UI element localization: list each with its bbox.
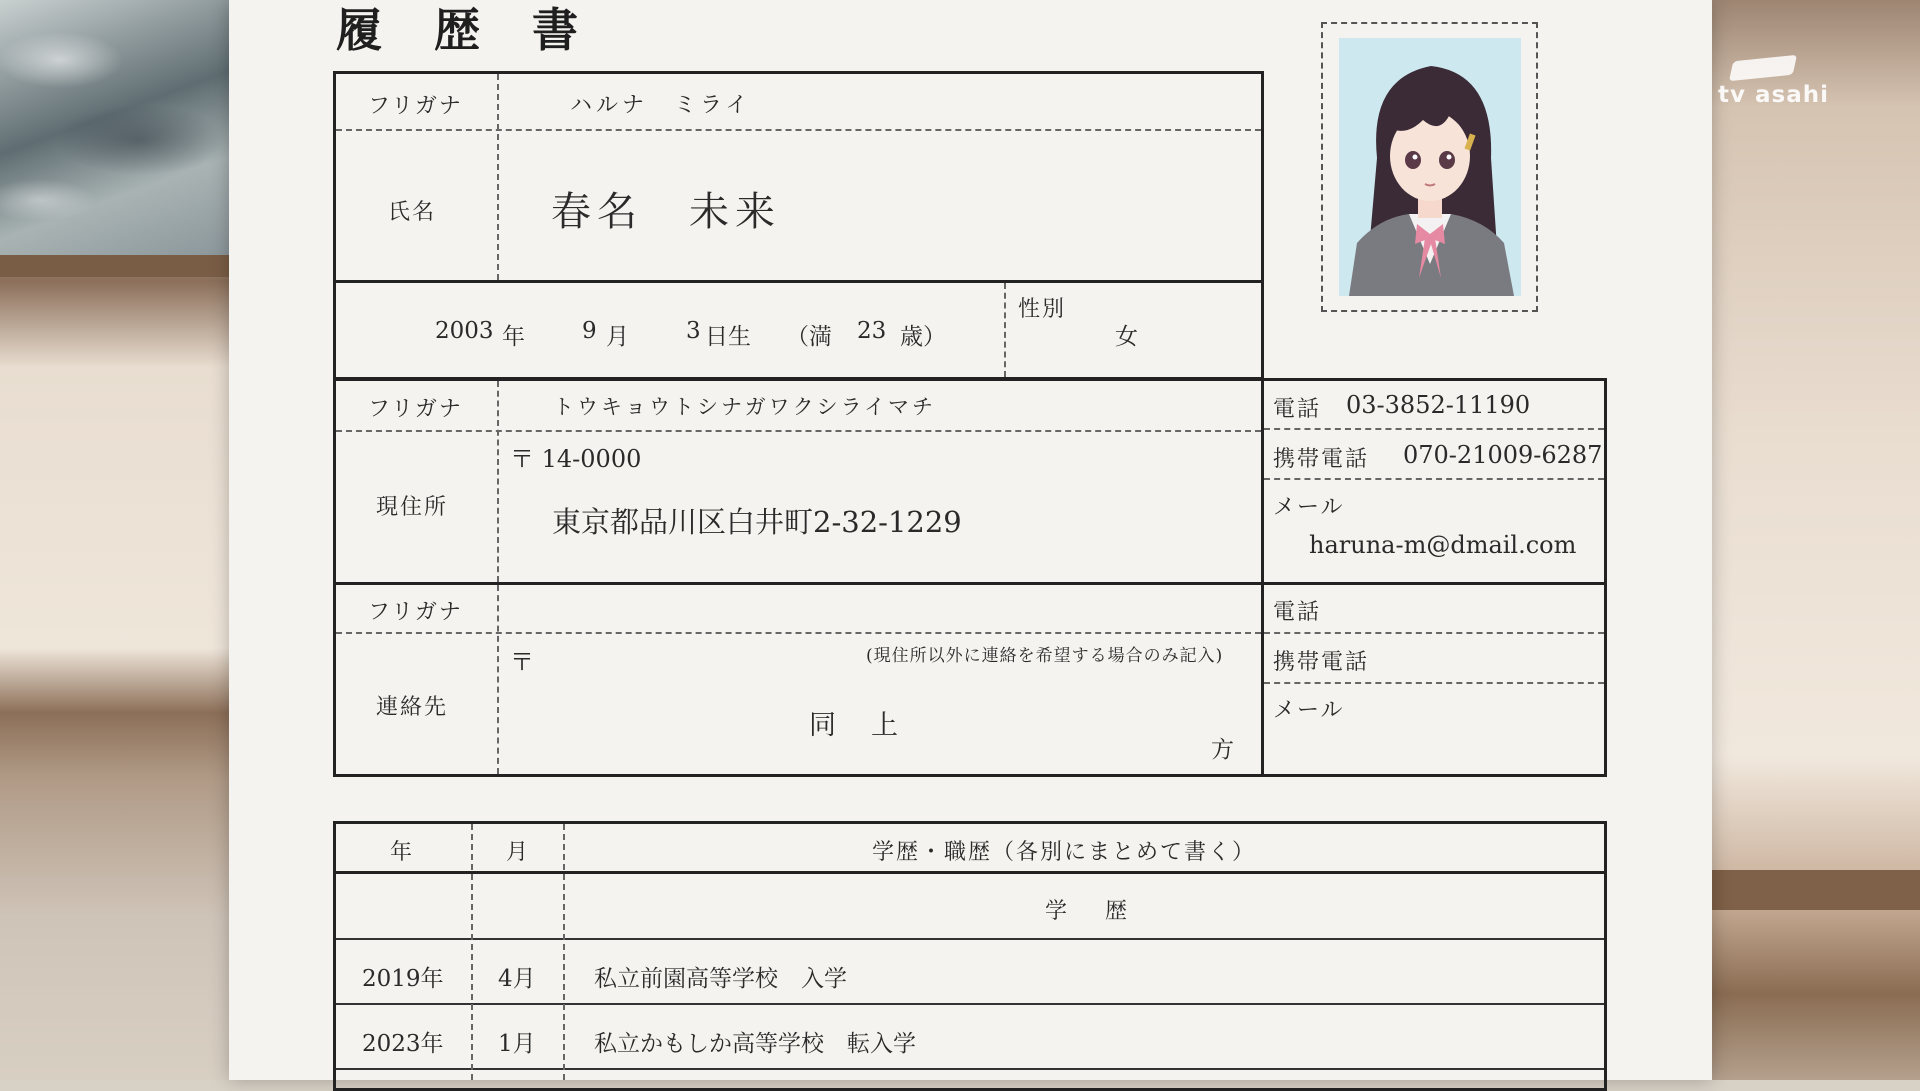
row-description: 私立かもしか高等学校 転入学 (594, 1031, 916, 1057)
portrait-illustration (1339, 38, 1521, 296)
name-value: 春名 未来 (551, 189, 781, 235)
contact-furigana-label: フリガナ (368, 600, 463, 625)
birth-day: 3 (686, 318, 701, 344)
phone-value: 03-3852-11190 (1346, 391, 1531, 419)
background-right (1712, 0, 1920, 1080)
birth-month-unit: 月 (606, 324, 629, 350)
mail-label: メール (1273, 495, 1345, 520)
age-value: 23 (857, 318, 887, 344)
row-year: 2019年 (362, 966, 444, 992)
name-furigana-label: フリガナ (368, 94, 463, 119)
id-photo (1339, 38, 1521, 296)
contact-same: 同 上 (809, 710, 902, 741)
history-col-description: 学歴・職歴（各別にまとめて書く） (872, 840, 1257, 865)
birth-month: 9 (582, 318, 597, 344)
row-month: 1月 (498, 1031, 536, 1057)
background-frame (0, 255, 230, 277)
gender-value: 女 (1115, 324, 1138, 350)
address-furigana-label: フリガナ (368, 397, 463, 422)
age-open: （満 (786, 324, 832, 350)
row-description: 私立前園高等学校 入学 (594, 966, 847, 992)
address-furigana-value: トウキョウトシナガワクシライマチ (553, 395, 936, 419)
contact-table (333, 582, 1607, 777)
contact-suffix: 方 (1211, 737, 1234, 763)
mobile-value: 070-21009-6287 (1403, 441, 1603, 469)
history-col-month: 月 (506, 840, 531, 865)
contact-postal: 〒 (510, 648, 534, 676)
age-close: 歳） (900, 324, 946, 350)
contact-mobile-label: 携帯電話 (1273, 650, 1370, 675)
contact-phone-label: 電話 (1273, 600, 1322, 625)
birth-year: 2003 (435, 318, 494, 344)
mail-value: haruna-m@dmail.com (1309, 531, 1577, 559)
address-value: 東京都品川区白井町2-32-1229 (552, 505, 962, 539)
birth-day-unit: 日生 (705, 324, 751, 350)
background-shelf (1712, 870, 1920, 910)
contact-note: (現住所以外に連絡を希望する場合のみ記入) (866, 646, 1224, 666)
address-label: 現住所 (376, 495, 449, 520)
mobile-label: 携帯電話 (1273, 447, 1370, 472)
background-painting (0, 0, 230, 260)
address-postal: 〒 14-0000 (510, 445, 642, 473)
gender-label: 性別 (1018, 297, 1067, 322)
tv-asahi-logo (1718, 52, 1838, 122)
row-year: 2023年 (362, 1031, 444, 1057)
history-section-education: 学 歴 (1045, 899, 1136, 924)
birth-year-unit: 年 (502, 324, 525, 350)
tv-logo-icon (1729, 55, 1797, 81)
name-furigana-value: ハルナ ミライ (570, 93, 752, 118)
tv-logo-text: tv asahi (1718, 82, 1829, 108)
contact-label: 連絡先 (376, 695, 449, 720)
contact-mail-label: メール (1273, 698, 1345, 723)
history-col-year: 年 (390, 840, 415, 865)
phone-label: 電話 (1273, 397, 1322, 422)
name-label: 氏名 (388, 200, 437, 225)
document-title: 履 歴 書 (336, 3, 597, 57)
row-month: 4月 (498, 966, 536, 992)
